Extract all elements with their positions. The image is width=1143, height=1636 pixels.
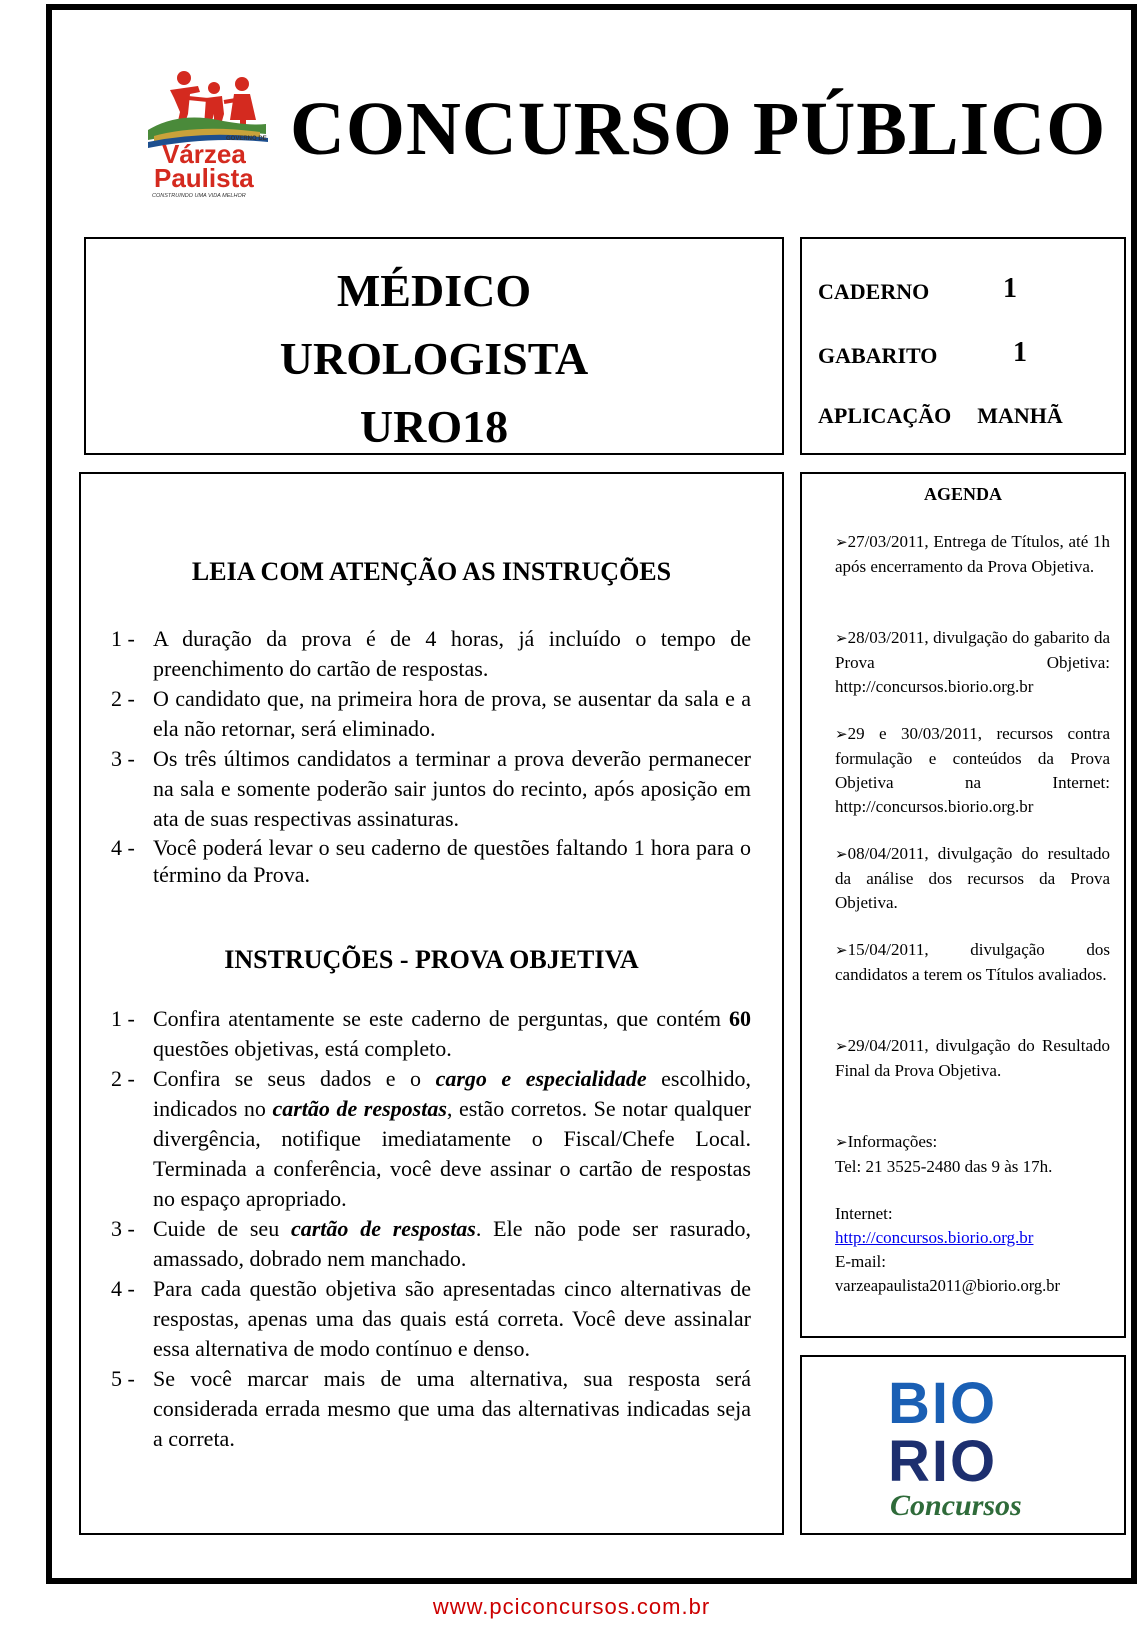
- svg-text:GOVERNO DE: GOVERNO DE: [226, 136, 267, 142]
- biorio-logo: [884, 1367, 1034, 1527]
- agenda-box: [800, 472, 1126, 1338]
- gabarito-value: 1: [1013, 337, 1027, 368]
- agenda-info: ➢Informações: Tel: 21 3525-2480 das 9 às 17h.: [835, 1132, 1053, 1176]
- caderno-label: CADERNO: [818, 279, 930, 304]
- caderno-box: [800, 237, 1126, 455]
- page-title: CONCURSO PÚBLICO: [290, 87, 1107, 171]
- arrow-icon: ➢: [835, 1039, 848, 1055]
- list-item: 5 - Se você marcar mais de uma alternativa, sua resposta será considerada errada mesmo que uma das alternativas indicadas seja a correta.: [111, 1366, 751, 1451]
- arrow-icon: ➢: [835, 943, 848, 959]
- svg-text:CONSTRUINDO UMA VIDA MELHOR: CONSTRUINDO UMA VIDA MELHOR: [152, 193, 246, 199]
- list-item: 1 - Confira atentamente se este caderno de perguntas, que contém 60 questões objetivas, está completo.: [111, 1006, 751, 1061]
- arrow-icon: ➢: [835, 1135, 848, 1151]
- instructions-title: LEIA COM ATENÇÃO AS INSTRUÇÕES: [191, 557, 672, 586]
- cargo-line-3: URO18: [359, 401, 509, 452]
- svg-text:RIO: RIO: [888, 1429, 998, 1494]
- internet-link[interactable]: http://concursos.biorio.org.br: [835, 1228, 1034, 1247]
- footer-url: www.pciconcursos.com.br: [432, 1594, 711, 1619]
- arrow-icon: ➢: [835, 535, 848, 551]
- instructions-list: [111, 624, 751, 888]
- list-item: 4 - Você poderá levar o seu caderno de questões faltando 1 hora para o término da Prova.: [111, 835, 751, 887]
- svg-text:Paulista: Paulista: [154, 163, 254, 193]
- email-address: varzeapaulista2011@biorio.org.br: [835, 1276, 1061, 1295]
- arrow-icon: ➢: [835, 631, 848, 647]
- agenda-item: ➢27/03/2011, Entrega de Títulos, até 1h após encerramento da Prova Objetiva.: [835, 532, 1110, 576]
- list-item: 2 - Confira se seus dados e o cargo e especialidade escolhido, indicados no cartão de respostas, estão corretos. Se notar qualquer divergência, notifique imediatamente o Fiscal/Chefe Local. Terminada a conferência, você deve assinar o cartão de respostas no espaço apropriado.: [111, 1066, 751, 1211]
- caderno-value: 1: [1003, 273, 1017, 304]
- list-item: 1 - A duração da prova é de 4 horas, já incluído o tempo de preenchimento do cartão de respostas.: [111, 626, 751, 681]
- instructions-box: [79, 472, 784, 1535]
- agenda-item: ➢28/03/2011, divulgação do gabarito da Prova Objetiva: http://concursos.biorio.org.br: [835, 628, 1110, 696]
- list-item: 4 - Para cada questão objetiva são apresentadas cinco alternativas de respostas, apenas uma das quais está correta. Você deve assinalar essa alternativa de modo contínuo e denso.: [111, 1276, 751, 1361]
- gabarito-label: GABARITO: [818, 343, 938, 368]
- objective-list: [111, 1004, 751, 1454]
- list-item: 3 - Cuide de seu cartão de respostas. Ele não pode ser rasurado, amassado, dobrado nem manchado.: [111, 1216, 751, 1271]
- aplicacao-row: [818, 403, 1063, 429]
- aplicacao-label: APLICAÇÃO: [818, 403, 952, 428]
- caderno-row: [818, 273, 1017, 305]
- arrow-icon: ➢: [835, 847, 848, 863]
- agenda-item: ➢29/04/2011, divulgação do Resultado Final da Prova Objetiva.: [835, 1036, 1110, 1080]
- aplicacao-value: MANHÃ: [977, 403, 1063, 428]
- svg-text:Concursos: Concursos: [890, 1489, 1022, 1522]
- gabarito-row: [818, 337, 1027, 369]
- objective-title: INSTRUÇÕES - PROVA OBJETIVA: [224, 945, 639, 974]
- svg-text:Várzea: Várzea: [162, 139, 246, 169]
- agenda-item: ➢08/04/2011, divulgação do resultado da análise dos recursos da Prova Objetiva.: [835, 844, 1110, 912]
- list-item: 2 - O candidato que, na primeira hora de prova, se ausentar da sala e a ela não retornar, será eliminado.: [111, 686, 751, 741]
- varzea-paulista-logo: [148, 68, 274, 200]
- arrow-icon: ➢: [835, 727, 848, 743]
- agenda-title: AGENDA: [923, 484, 1002, 504]
- cargo-box: [84, 237, 784, 455]
- cargo-line-1: MÉDICO: [336, 265, 532, 316]
- agenda-contacts: Internet: http://concursos.biorio.org.br E-mail: varzeapaulista2011@biorio.org.br: [835, 1202, 1110, 1298]
- cargo-line-2: UROLOGISTA: [279, 333, 589, 384]
- biorio-box: [800, 1355, 1126, 1535]
- svg-text:BIO: BIO: [888, 1371, 998, 1436]
- list-item: 3 - Os três últimos candidatos a terminar a prova deverão permanecer na sala e somente poderão sair juntos do recinto, após aposição em ata de suas respectivas assinaturas.: [111, 746, 751, 831]
- agenda-item: ➢15/04/2011, divulgação dos candidatos a terem os Títulos avaliados.: [835, 940, 1110, 984]
- agenda-item: ➢29 e 30/03/2011, recursos contra formulação e conteúdos da Prova Objetiva na Internet: http://concursos.biorio.org.br: [835, 724, 1110, 816]
